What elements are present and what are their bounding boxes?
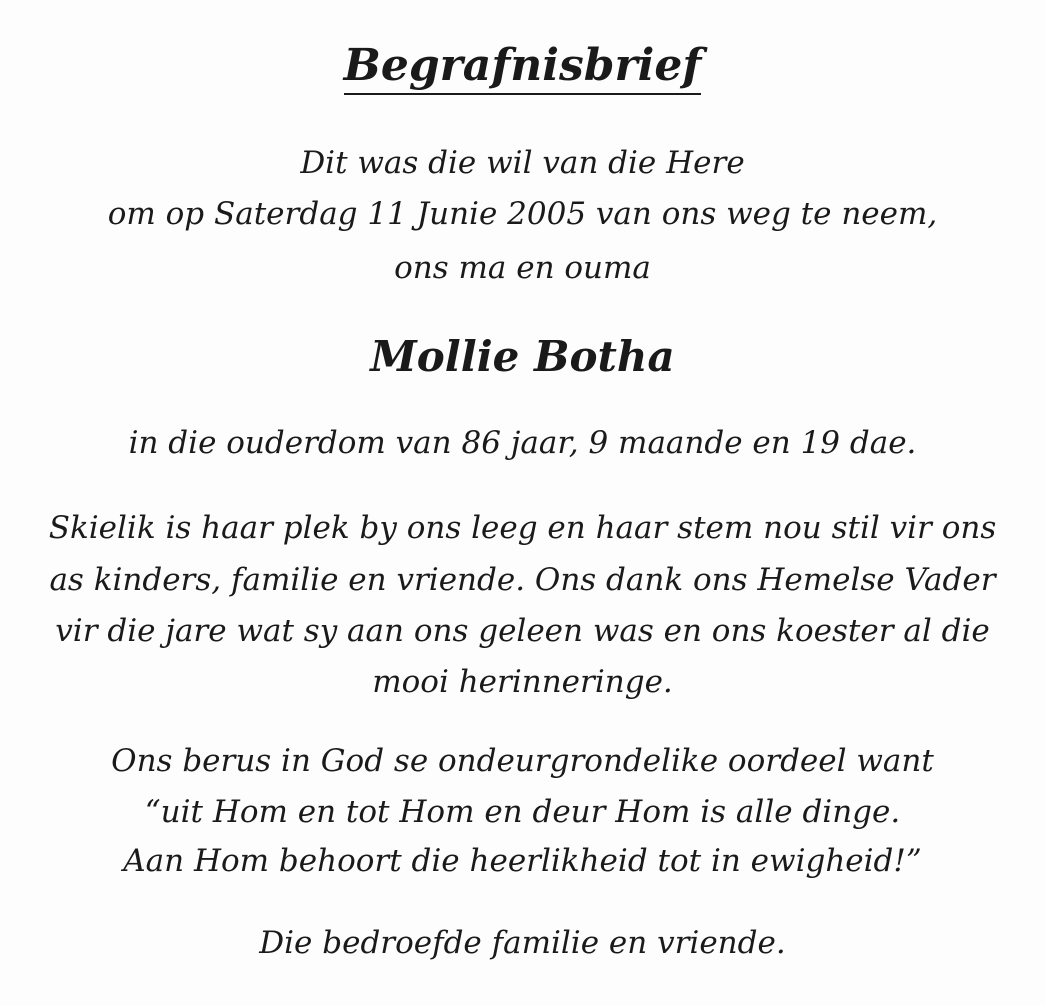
intro-line-1: Dit was die wil van die Here: [300, 145, 745, 181]
deceased-name: Mollie Botha: [370, 332, 675, 381]
paragraph1-line-2: as kinders, familie en vriende. Ons dank ons Hemelse Vader: [49, 562, 996, 598]
paragraph1-line-4: mooi herinneringe.: [372, 664, 673, 700]
paragraph1-line-3: vir die jare wat sy aan ons geleen was en ons koester al die: [55, 613, 990, 649]
paragraph2-line-1: Ons berus in God se ondeurgrondelike oordeel want: [111, 743, 934, 779]
closing-line: Die bedroefde familie en vriende.: [259, 925, 786, 961]
intro-line-3: ons ma en ouma: [394, 250, 651, 286]
intro-line-2: om op Saterdag 11 Junie 2005 van ons weg te neem,: [107, 196, 938, 232]
paragraph1-line-1: Skielik is haar plek by ons leeg en haar stem nou stil vir ons: [48, 510, 997, 546]
age-line: in die ouderdom van 86 jaar, 9 maande en 19 dae.: [128, 425, 917, 461]
paragraph2-line-2: “uit Hom en tot Hom en deur Hom is alle dinge.: [144, 794, 901, 830]
letter-title-text: Begrafnisbrief: [344, 40, 702, 95]
letter-title: [0, 40, 1045, 91]
paragraph2-line-3: Aan Hom behoort die heerlikheid tot in ewigheid!”: [123, 843, 922, 879]
